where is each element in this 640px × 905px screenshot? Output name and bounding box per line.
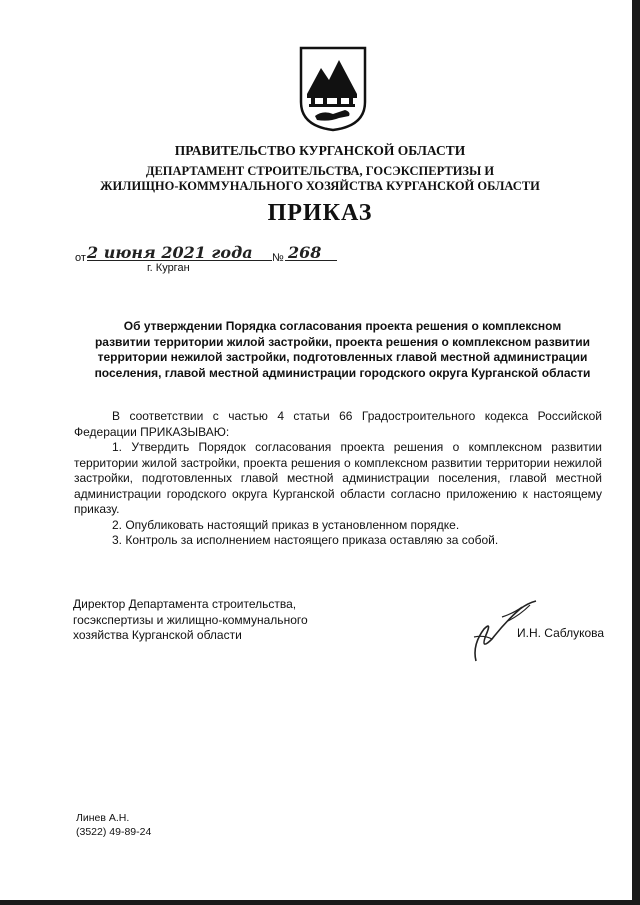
order-body <box>74 409 602 549</box>
scan-edge-right <box>632 0 640 905</box>
signer-position-line-3: хозяйства Курганской области <box>73 628 242 642</box>
signer-position-line-1: Директор Департамента строительства, <box>73 597 297 611</box>
subject-line-3: территории нежилой застройки, подготовленных главой местной администрации <box>97 350 588 364</box>
subject-line-4: поселения, главой местной администрации городского округа Курганской области <box>94 365 591 380</box>
number-label: № <box>272 252 284 264</box>
signer-name: И.Н. Саблукова <box>517 626 605 640</box>
order-item-1: 1. Утвердить Порядок согласования проекта решения о комплексном развитии территории жилой застройки, проекта решения о комплексном развитии территории нежилой застройки, подготовленных главой местной администрации поселения, главой местной администрации городского округа Курганской области согласно приложению к настоящему приказу. <box>74 440 602 516</box>
date-underline <box>87 260 272 261</box>
coat-of-arms-emblem <box>299 46 367 132</box>
scan-edge-bottom <box>0 900 640 905</box>
signer-position-line-2: госэкспертизы и жилищно-коммунального <box>73 612 308 627</box>
order-item-2: 2. Опубликовать настоящий приказ в установленном порядке. <box>112 517 460 532</box>
department-title-line-2: ЖИЛИЩНО-КОММУНАЛЬНОГО ХОЗЯЙСТВА КУРГАНСКОЙ ОБЛАСТИ <box>100 179 540 193</box>
date-number-line <box>75 245 375 275</box>
government-title: ПРАВИТЕЛЬСТВО КУРГАНСКОЙ ОБЛАСТИ <box>174 143 466 158</box>
document-type-title: ПРИКАЗ <box>267 200 373 226</box>
number-underline <box>285 260 337 261</box>
executor-name: Линев А.Н. <box>76 812 130 824</box>
preamble-paragraph: В соответствии с частью 4 статьи 66 Градостроительного кодекса Российской Федерации ПРИКАЗЫВАЮ: <box>74 409 602 439</box>
subject-line-1: Об утверждении Порядка согласования проекта решения о комплексном <box>123 319 562 333</box>
department-title <box>0 164 640 194</box>
order-item-3: 3. Контроль за исполнением настоящего приказа оставляю за собой. <box>112 533 499 547</box>
city-label: г. Курган <box>147 262 190 274</box>
subject-line-2: развитии территории жилой застройки, проекта решения о комплексном развитии <box>94 334 591 349</box>
department-title-line-1: ДЕПАРТАМЕНТ СТРОИТЕЛЬСТВА, ГОСЭКСПЕРТИЗЫ И <box>145 164 495 178</box>
order-subject <box>70 319 615 381</box>
executor-phone: (3522) 49-89-24 <box>76 826 152 838</box>
signer-position <box>73 597 308 644</box>
handwritten-date: 2 июня 2021 года <box>87 243 253 262</box>
date-from-label: от <box>75 252 86 264</box>
handwritten-number: 268 <box>288 243 322 262</box>
executor-info <box>76 811 151 839</box>
